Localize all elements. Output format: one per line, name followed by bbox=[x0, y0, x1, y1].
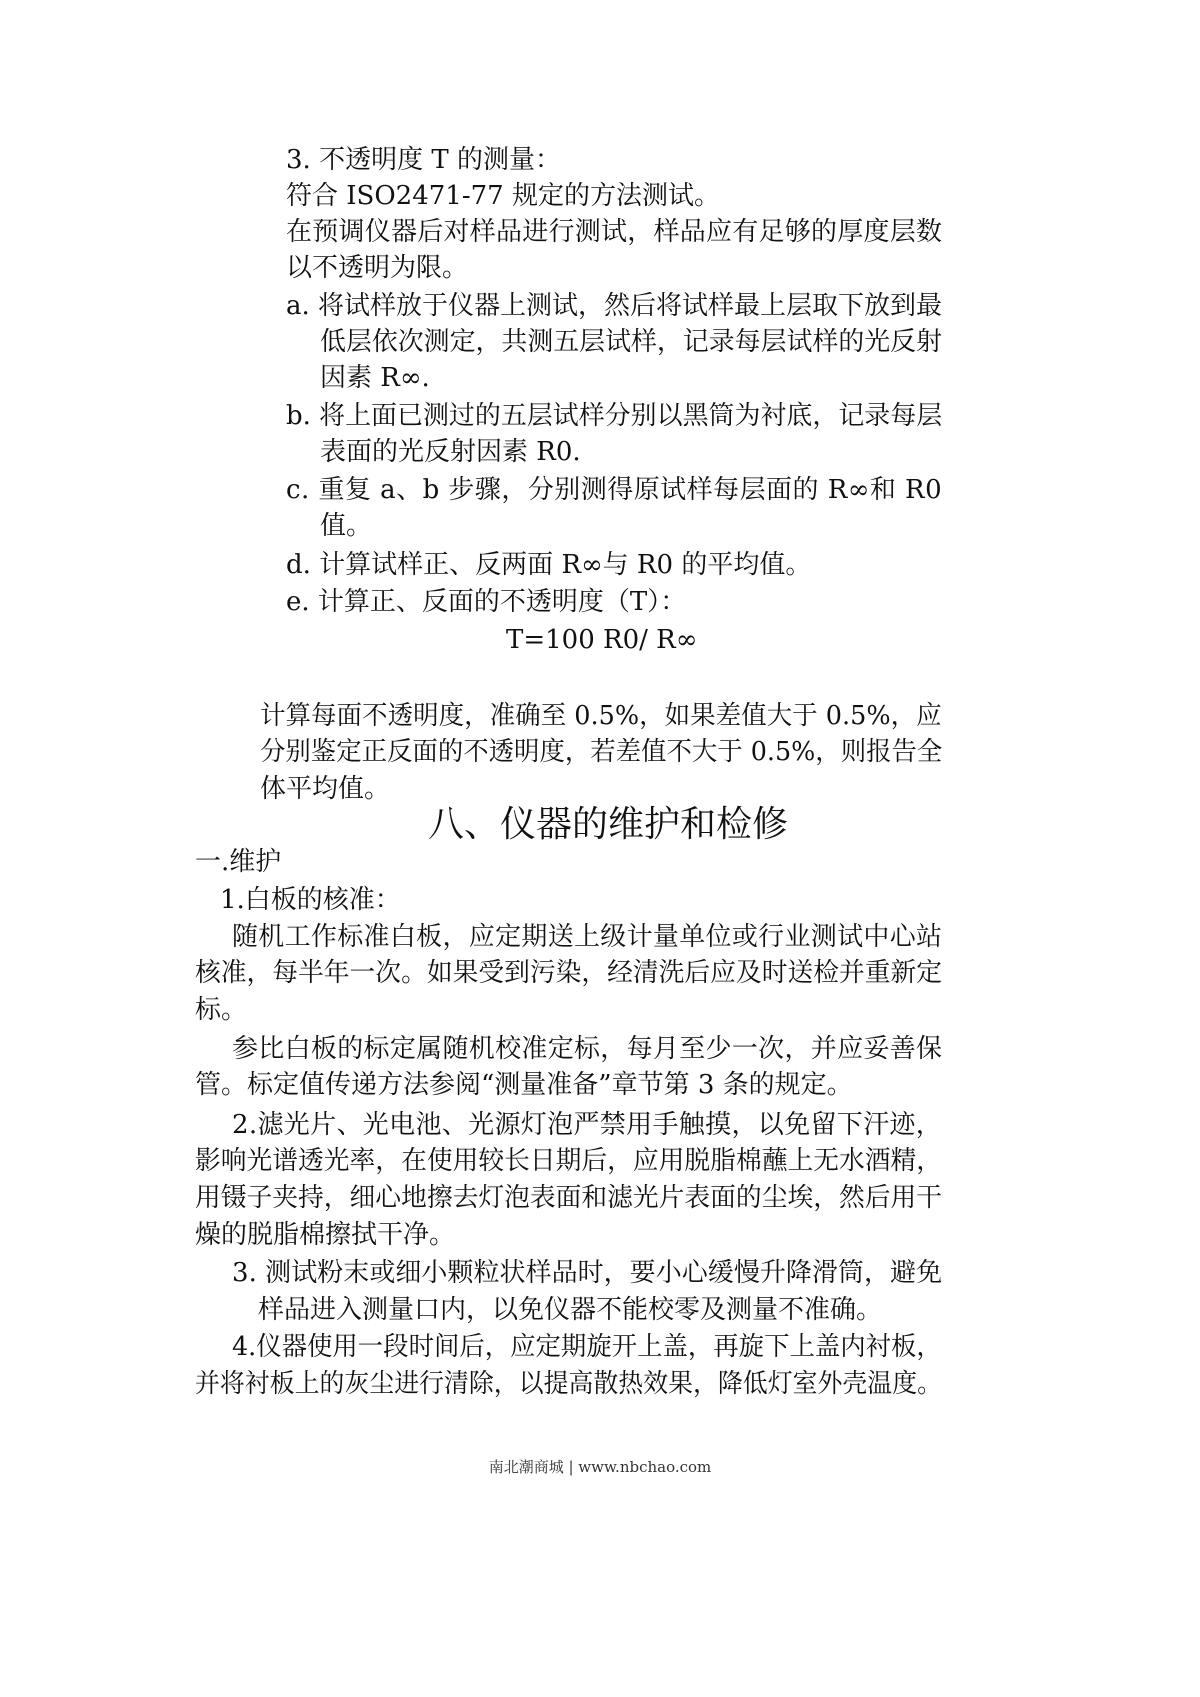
paragraph-line: 在预调仪器后对样品进行测试，样品应有足够的厚度层数 bbox=[286, 217, 943, 247]
list-item-b: 表面的光反射因素 R0. bbox=[320, 437, 581, 467]
paragraph-line: 以不透明为限。 bbox=[286, 253, 469, 283]
list-item-b: b. 将上面已测过的五层试样分别以黑筒为衬底，记录每层 bbox=[286, 401, 943, 431]
item-3: 3. 测试粉末或细小颗粒状样品时，要小心缓慢升降滑筒，避免 bbox=[232, 1258, 943, 1288]
paragraph-line: 管。标定值传递方法参阅“测量准备”章节第 3 条的规定。 bbox=[195, 1070, 853, 1100]
item-2: 影响光谱透光率，在使用较长日期后，应用脱脂棉蘸上无水酒精， bbox=[195, 1146, 943, 1176]
item-4: 并将衬板上的灰尘进行清除，以提高散热效果，降低灯室外壳温度。 bbox=[195, 1369, 943, 1399]
paragraph-line: 核准，每半年一次。如果受到污染，经清洗后应及时送检并重新定 bbox=[195, 958, 943, 988]
section-title: 3. 不透明度 T 的测量： bbox=[286, 145, 561, 175]
item-2: 燥的脱脂棉擦拭干净。 bbox=[195, 1220, 456, 1250]
result-paragraph: 计算每面不透明度，准确至 0.5%，如果差值大于 0.5%，应 bbox=[260, 701, 942, 731]
list-item-e: e. 计算正、反面的不透明度（T）： bbox=[286, 587, 687, 617]
result-paragraph: 分别鉴定正反面的不透明度，若差值不大于 0.5%，则报告全 bbox=[260, 737, 943, 767]
item-2: 2.滤光片、光电池、光源灯泡严禁用手触摸，以免留下汗迹， bbox=[232, 1110, 943, 1140]
footer-watermark: 南北潮商城 | www.nbchao.com bbox=[488, 1458, 712, 1476]
item-3: 样品进入测量口内，以免仪器不能校零及测量不准确。 bbox=[258, 1295, 883, 1325]
subsection-title: 一.维护 bbox=[195, 847, 282, 877]
paragraph-line: 随机工作标准白板，应定期送上级计量单位或行业测试中心站 bbox=[232, 922, 943, 952]
result-paragraph: 体平均值。 bbox=[260, 774, 391, 804]
item-2: 用镊子夹持，细心地擦去灯泡表面和滤光片表面的尘埃，然后用干 bbox=[195, 1183, 943, 1213]
chapter-heading: 八、仪器的维护和检修 bbox=[428, 804, 789, 845]
paragraph-line: 标。 bbox=[195, 995, 248, 1025]
paragraph-line: 参比白板的标定属随机校准定标，每月至少一次，并应妥善保 bbox=[232, 1034, 943, 1064]
list-item-a: 低层依次测定，共测五层试样，记录每层试样的光反射 bbox=[320, 327, 943, 357]
list-item-a: a. 将试样放于仪器上测试，然后将试样最上层取下放到最 bbox=[286, 291, 943, 321]
item-title: 1.白板的核准： bbox=[220, 885, 401, 915]
paragraph: 符合 ISO2471-77 规定的方法测试。 bbox=[286, 181, 720, 211]
list-item-c: 值。 bbox=[320, 511, 373, 541]
list-item-d: d. 计算试样正、反两面 R∞与 R0 的平均值。 bbox=[286, 550, 812, 580]
list-item-a: 因素 R∞. bbox=[320, 363, 430, 393]
formula: T=100 R0/ R∞ bbox=[506, 625, 698, 655]
list-item-c: c. 重复 a、b 步骤，分别测得原试样每层面的 R∞和 R0 bbox=[286, 475, 943, 505]
item-4: 4.仪器使用一段时间后，应定期旋开上盖，再旋下上盖内衬板， bbox=[232, 1332, 942, 1362]
